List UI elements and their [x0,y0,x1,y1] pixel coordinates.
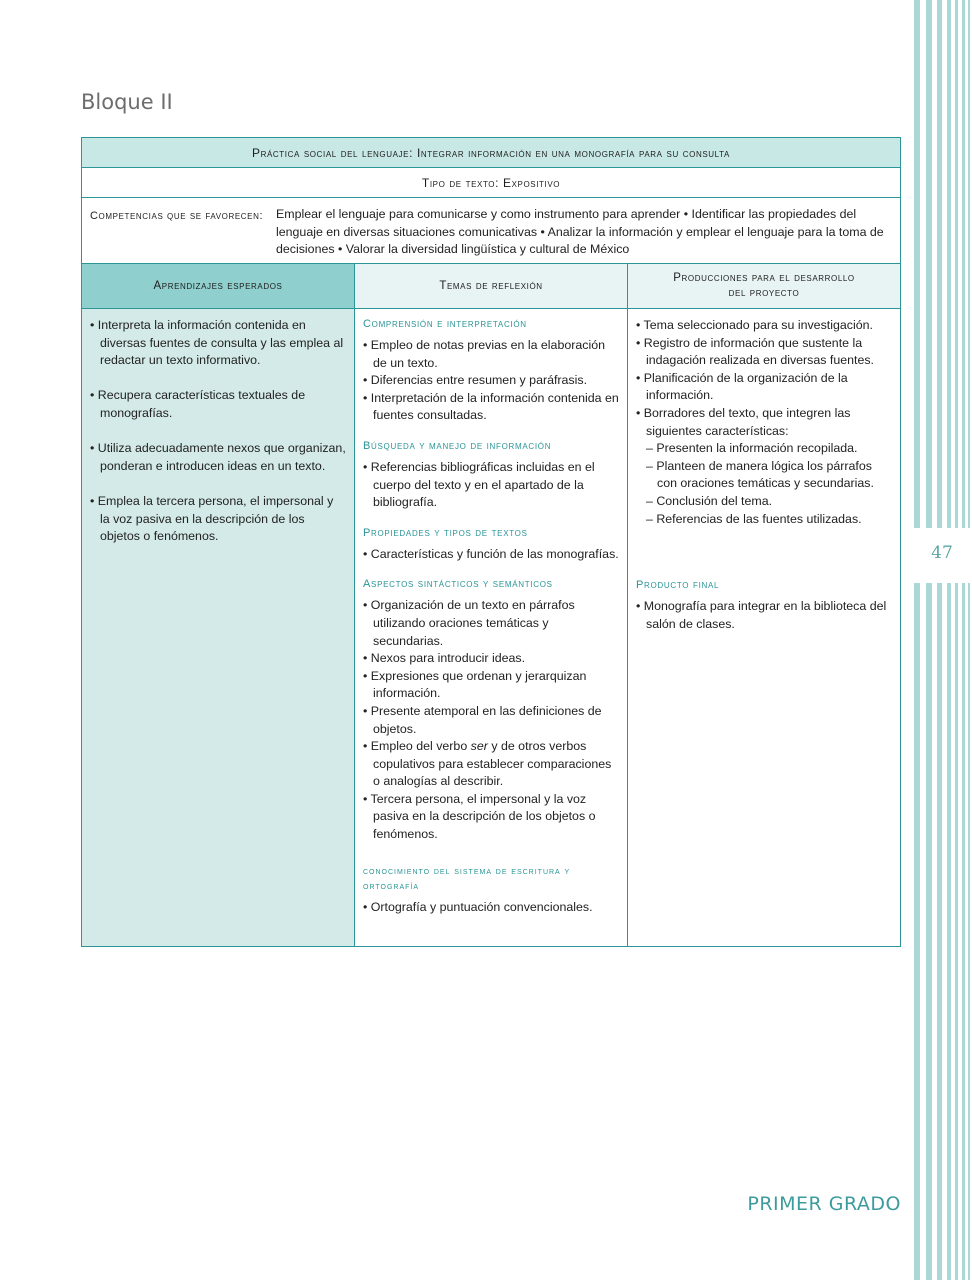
produccion-subitem: – Referencias de las fuentes utilizadas. [646,511,862,526]
header-producciones [628,264,900,308]
produccion-subitem: – Presenten la información recopilada. [646,441,858,456]
curriculum-table [81,137,901,947]
aprendizaje-item: • Emplea la tercera persona, el impersonal y la voz pasiva en la descripción de los objetos o fenómenos. [90,493,334,544]
tema-item: • Expresiones que ordenan y jerarquizan información. [363,668,587,701]
producto-item: • Monografía para integrar en la biblioteca del salón de clases. [636,599,887,631]
tema-item: • Características y función de las monografías. [363,546,619,561]
content-row [82,309,900,946]
produccion-item: • Borradores del texto, que integren las siguientes características: [636,405,851,438]
footer-grade: PRIMER GRADO [747,1193,901,1215]
produccion-item: • Planificación de la organización de la información. [636,370,848,403]
header-producciones-line2: del proyecto [728,287,800,299]
page-number: 47 [931,543,953,563]
tema-item: • Tercera persona, el impersonal y la voz pasiva en la descripción de los objetos o fenómenos. [363,791,596,842]
aprendizajes-column [82,309,355,946]
tema-item: • Ortografía y puntuación convencionales. [363,899,593,914]
tema-item: • Referencias bibliográficas incluidas en el cuerpo del texto y en el apartado de la bibliografía. [363,459,595,510]
header-producciones-line1: Producciones para el desarrollo [673,272,855,284]
decorative-stripes [914,0,972,1280]
producciones-column [628,309,900,946]
section-title: conocimiento del sistema de escritura y ortografía [363,865,571,892]
produccion-subitem: – Planteen de manera lógica los párrafos con oraciones temáticas y secundarias. [646,458,874,491]
header-aprendizajes: Aprendizajes esperados [82,264,355,308]
aprendizaje-item: • Interpreta la información contenida en diversas fuentes de consulta y las emplea al redactar un texto informativo. [90,318,344,368]
tema-item: • Interpretación de la información contenida en fuentes consultadas. [363,390,619,423]
header-temas: Temas de reflexión [355,264,628,308]
competencies-label: Competencias que se favorecen: [90,210,264,222]
competencies-text: Emplear el lenguaje para comunicarse y como instrumento para aprender • Identificar las propiedades del lenguaje en diversas situaciones comunicativas • Analizar la información y emplear el lenguaje para la toma de decisiones • Valorar la diversidad lingüística y cultural de México [276,207,884,256]
tema-item: • Presente atemporal en las definiciones de objetos. [363,703,602,736]
tema-item: • Organización de un texto en párrafos utilizando oraciones temáticas y secundarias. [363,598,575,648]
tema-item-verbo: • Empleo del verbo ser y de otros verbos copulativos para establecer comparaciones o analogías al describir. [363,739,612,789]
section-title: Comprensión e interpretación [363,318,527,330]
section-title: Aspectos sintácticos y semánticos [363,578,553,591]
aprendizaje-item: • Recupera características textuales de monografías. [90,388,306,420]
tema-item: • Empleo de notas previas en la elaboración de un texto. [363,338,605,370]
page-title: Bloque II [81,90,173,114]
tema-item: • Nexos para introducir ideas. [363,651,526,666]
tema-item: • Diferencias entre resumen y paráfrasis. [363,373,588,388]
section-title: Propiedades y tipos de textos [363,526,528,539]
section-title: Búsqueda y manejo de información [363,439,552,452]
section-title: Producto final [636,579,720,592]
competencies-row [82,198,900,264]
aprendizaje-item: • Utiliza adecuadamente nexos que organizan, ponderan e introducen ideas en un texto. [90,441,346,473]
produccion-item: • Registro de información que sustente la indagación realizada en diversas fuentes. [636,335,874,368]
text-type-row: Tipo de texto: Expositivo [82,168,900,198]
practice-row: Práctica social del lenguaje: Integrar información en una monografía para su consulta [82,138,900,168]
column-headers [82,264,900,309]
produccion-item: • Tema seleccionado para su investigación. [636,318,873,332]
temas-column [355,309,628,946]
produccion-subitem: – Conclusión del tema. [646,493,773,508]
